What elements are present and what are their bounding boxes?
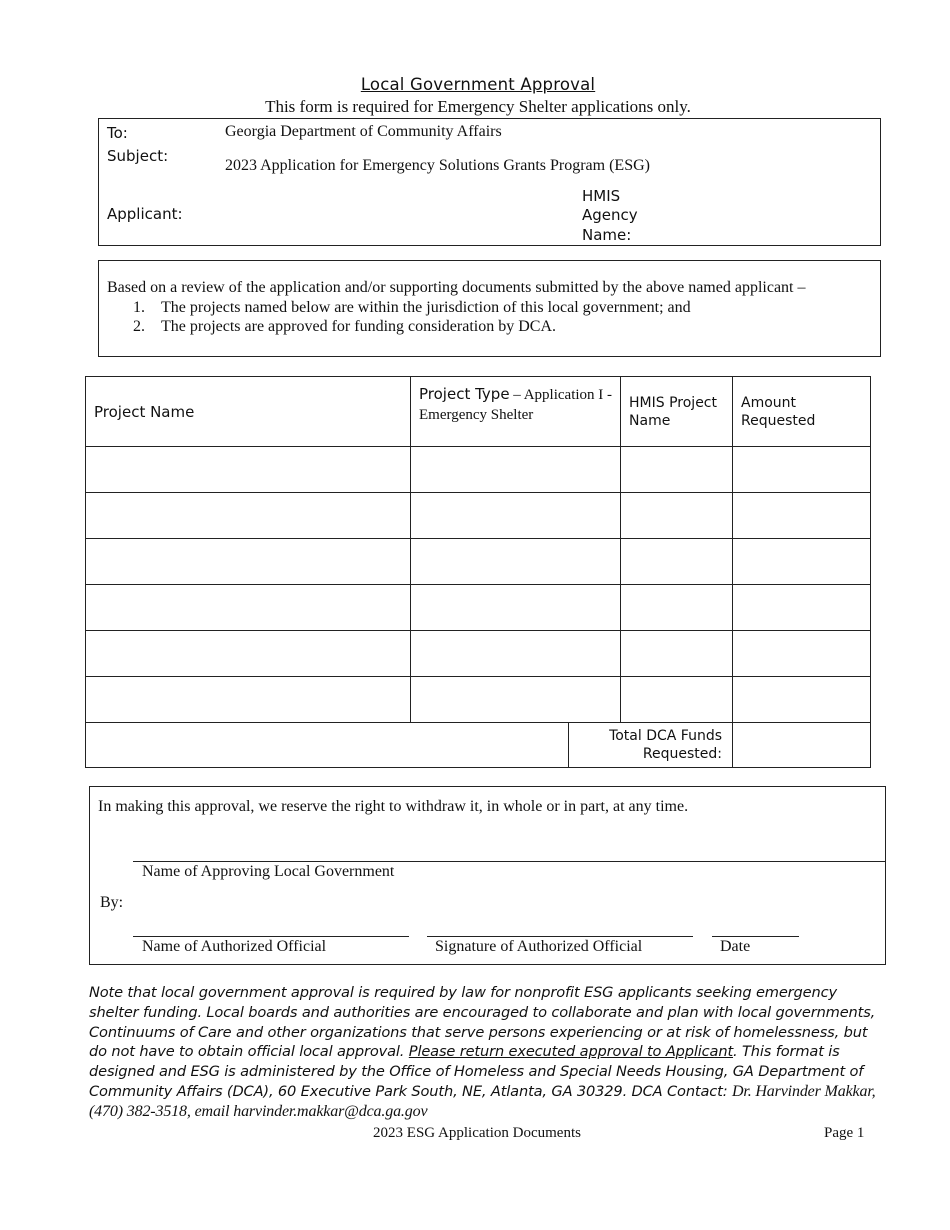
amount-requested-cell[interactable] [733,539,871,585]
subject-label: Subject: [107,147,169,165]
review-item-1 [133,299,691,317]
page-subtitle: This form is required for Emergency Shelter applications only. [265,97,691,116]
date-line[interactable] [712,936,799,937]
to-label: To: [107,124,128,142]
table-row [86,585,871,631]
total-label-line2: Requested: [642,746,723,762]
project-type-cell[interactable] [411,447,621,493]
total-row [86,723,871,768]
amount-requested-cell[interactable] [733,631,871,677]
hmis-label-line2: Agency [582,206,638,224]
header-project-type-main: Project Type [419,385,510,403]
table-row [86,539,871,585]
hmis-agency-name-field[interactable] [644,219,874,243]
footer-page-number: Page 1 [824,1125,865,1141]
project-name-cell[interactable] [86,677,411,723]
hmis-project-name-cell[interactable] [621,631,733,677]
note-text-part2: . This format is designed and ESG is administered by the Office of Homeless and Special Needs Housing, GA Department of Community Affairs (DCA), 60 Executive Park South, NE, Atlanta, GA 30329. DCA Contact: [89,1043,864,1100]
applicant-field[interactable] [299,201,569,225]
header-amount-requested: Amount Requested [733,377,871,447]
header-project-type [411,377,621,447]
official-name-line[interactable] [133,936,409,937]
gov-name-label: Name of Approving Local Government [142,863,395,880]
official-name-label: Name of Authorized Official [142,938,327,955]
project-name-cell[interactable] [86,447,411,493]
total-amount-cell[interactable] [733,723,871,768]
table-row [86,631,871,677]
legal-note [89,983,879,1122]
table-header-row [86,377,871,447]
approval-box [89,786,886,965]
project-name-cell[interactable] [86,585,411,631]
project-type-cell[interactable] [411,539,621,585]
review-item-2 [133,318,556,336]
amount-requested-cell[interactable] [733,447,871,493]
project-type-cell[interactable] [411,585,621,631]
total-label-line1: Total DCA Funds [609,728,723,744]
table-row [86,493,871,539]
projects-table [85,376,871,768]
amount-requested-cell[interactable] [733,493,871,539]
hmis-label-line3: Name: [582,226,632,244]
signature-label: Signature of Authorized Official [435,938,643,955]
hmis-project-name-cell[interactable] [621,585,733,631]
project-type-cell[interactable] [411,677,621,723]
table-row [86,447,871,493]
subject-value: 2023 Application for Emergency Solutions Grants Program (ESG) [225,157,650,174]
review-box [98,260,881,357]
table-row [86,677,871,723]
hmis-project-name-cell[interactable] [621,539,733,585]
approval-statement: In making this approval, we reserve the right to withdraw it, in whole or in part, at any time. [98,798,689,815]
header-project-type-rest: – Application I - Emergency Shelter [419,387,613,423]
note-contact: Dr. Harvinder Makkar, (470) 382-3518, email harvinder.makkar@dca.ga.gov [89,1082,876,1120]
hmis-project-name-cell[interactable] [621,447,733,493]
page-title: Local Government Approval [360,75,596,94]
footer-document-name: 2023 ESG Application Documents [373,1125,581,1141]
hmis-label-line1: HMIS [582,187,621,205]
header-hmis-project-name: HMIS Project Name [621,377,733,447]
applicant-label: Applicant: [107,205,183,223]
project-type-cell[interactable] [411,493,621,539]
total-label [569,723,733,768]
review-item-number: 2. [133,318,145,335]
signature-line[interactable] [427,936,693,937]
date-label: Date [720,938,751,955]
review-intro: Based on a review of the application and/or supporting documents submitted by the above named applicant – [107,279,806,296]
hmis-project-name-cell[interactable] [621,677,733,723]
hmis-project-name-cell[interactable] [621,493,733,539]
gov-signature-line[interactable] [133,861,885,862]
amount-requested-cell[interactable] [733,585,871,631]
note-text-part1: Note that local government approval is required by law for nonprofit ESG applicants seeking emergency shelter funding. Local boards and authorities are encouraged to collaborate and plan with local governments, Continuums of Care and other organizations that serve persons experiencing or at risk of homelessness, but do not have to obtain official local approval. [89,984,876,1061]
total-blank-cell [86,723,569,768]
project-name-cell[interactable] [86,539,411,585]
note-return-instruction: Please return executed approval to Applicant [408,1043,734,1061]
project-type-cell[interactable] [411,631,621,677]
to-value: Georgia Department of Community Affairs [225,123,502,140]
by-label: By: [100,894,124,911]
amount-requested-cell[interactable] [733,677,871,723]
project-name-cell[interactable] [86,631,411,677]
review-item-number: 1. [133,299,145,316]
header-project-name: Project Name [86,377,411,447]
recipient-box [98,118,881,246]
project-name-cell[interactable] [86,493,411,539]
review-item-text: The projects named below are within the jurisdiction of this local government; and [161,299,691,316]
review-item-text: The projects are approved for funding consideration by DCA. [161,318,556,335]
